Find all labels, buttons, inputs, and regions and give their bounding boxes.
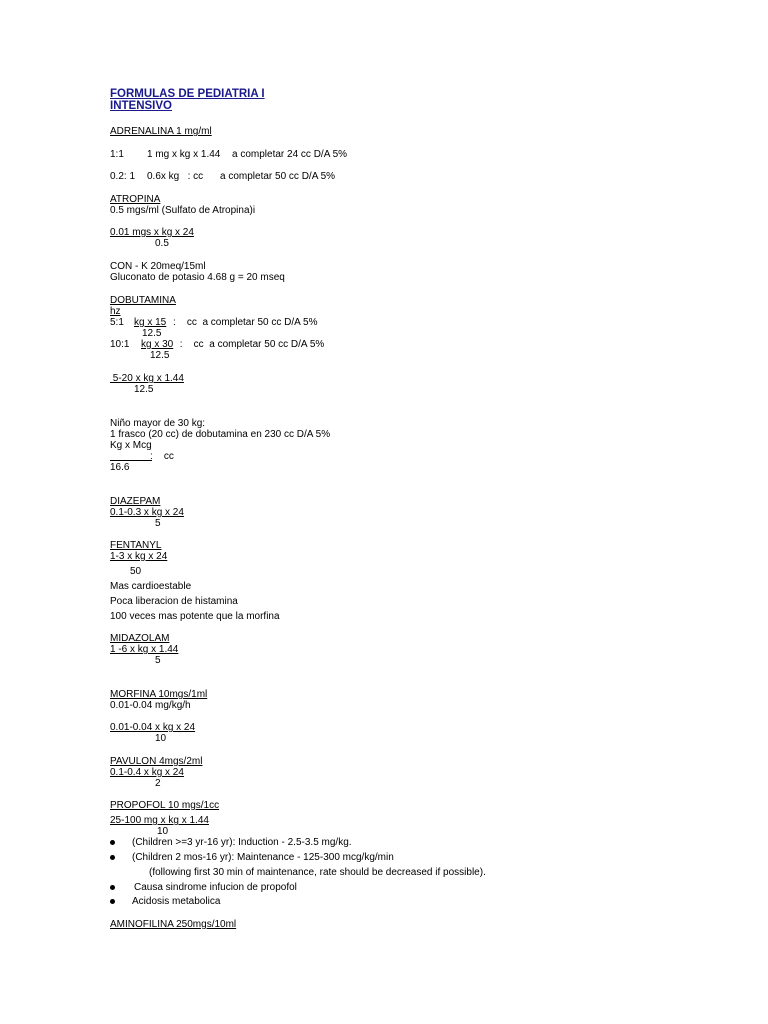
atropina-numerator: 0.01 mgs x kg x 24: [110, 227, 194, 238]
atropina-description: 0.5 mgs/ml (Sulfato de Atropina)i: [110, 205, 256, 216]
diazepam-heading: DIAZEPAM: [110, 496, 161, 507]
aminofilina-heading: AMINOFILINA 250mgs/10ml: [110, 919, 237, 930]
diazepam-numerator: 0.1-0.3 x kg x 24: [110, 507, 184, 518]
adrenalina-heading: ADRENALINA 1 mg/ml: [110, 126, 212, 137]
adrenalina-instruction-1: a completar 24 cc D/A 5%: [232, 149, 348, 160]
midazolam-heading: MIDAZOLAM: [110, 633, 170, 644]
adrenalina-instruction-2: a completar 50 cc D/A 5%: [220, 171, 336, 182]
dobutamina-denominator-3: 12.5: [134, 384, 154, 395]
dobutamina-subheading: hz: [110, 306, 121, 317]
atropina-denominator: 0.5: [155, 238, 169, 249]
dobutamina-ratio-1: 5:1: [110, 317, 124, 328]
bullet-icon: [110, 840, 115, 845]
fentanyl-heading: FENTANYL: [110, 540, 162, 551]
midazolam-numerator: 1 -6 x kg x 1.44: [110, 644, 179, 655]
dobutamina-note-3: Kg x Mcg: [110, 440, 152, 451]
morfina-description: 0.01-0.04 mg/kg/h: [110, 700, 191, 711]
fentanyl-denominator: 50: [130, 566, 142, 577]
propofol-bullet-4: Acidosis metabolica: [132, 896, 221, 907]
document-title-line-1: FORMULAS DE PEDIATRIA I: [110, 88, 265, 100]
conk-line-2: Gluconato de potasio 4.68 g = 20 mseq: [110, 272, 285, 283]
propofol-bullet-2-continued: (following first 30 min of maintenance, rate should be decreased if possible).: [149, 867, 486, 878]
morfina-denominator: 10: [155, 733, 167, 744]
propofol-heading: PROPOFOL 10 mgs/1cc: [110, 800, 220, 811]
adrenalina-ratio-1: 1:1: [110, 149, 124, 160]
conk-line-1: CON - K 20meq/15ml: [110, 261, 206, 272]
atropina-heading: ATROPINA: [110, 194, 161, 205]
propofol-bullet-2: (Children 2 mos-16 yr): Maintenance - 125-300 mcg/kg/min: [132, 852, 394, 863]
dobutamina-note-5: 16.6: [110, 462, 130, 473]
fentanyl-note-3: 100 veces mas potente que la morfina: [110, 611, 280, 622]
dobutamina-numerator-2: kg x 30: [141, 339, 174, 350]
dobutamina-note-1: Niño mayor de 30 kg:: [110, 418, 206, 429]
dobutamina-fraction-rule: [110, 460, 152, 461]
pavulon-denominator: 2: [155, 778, 161, 789]
diazepam-denominator: 5: [155, 518, 161, 529]
bullet-icon: [110, 899, 115, 904]
adrenalina-formula-2: 0.6x kg : cc: [147, 171, 204, 182]
dobutamina-numerator-1: kg x 15: [134, 317, 167, 328]
dobutamina-denominator-2: 12.5: [150, 350, 170, 361]
document-title-line-2: INTENSIVO: [110, 100, 172, 112]
bullet-icon: [110, 855, 115, 860]
dobutamina-numerator-3: 5-20 x kg x 1.44: [110, 373, 184, 384]
propofol-denominator: 10: [157, 826, 169, 837]
midazolam-denominator: 5: [155, 655, 161, 666]
pavulon-numerator: 0.1-0.4 x kg x 24: [110, 767, 184, 778]
pavulon-heading: PAVULON 4mgs/2ml: [110, 756, 203, 767]
dobutamina-instruction-1: : cc a completar 50 cc D/A 5%: [173, 317, 318, 328]
dobutamina-heading: DOBUTAMINA: [110, 295, 176, 306]
propofol-numerator: 25-100 mg x kg x 1.44: [110, 815, 209, 826]
fentanyl-note-1: Mas cardioestable: [110, 581, 192, 592]
fentanyl-note-2: Poca liberacion de histamina: [110, 596, 238, 607]
propofol-bullet-1: (Children >=3 yr-16 yr): Induction - 2.5-3.5 mg/kg.: [132, 837, 352, 848]
bullet-icon: [110, 885, 115, 890]
adrenalina-formula-1: 1 mg x kg x 1.44: [147, 149, 221, 160]
propofol-bullet-3: Causa sindrome infucion de propofol: [134, 882, 297, 893]
fentanyl-numerator: 1-3 x kg x 24: [110, 551, 168, 562]
morfina-numerator: 0.01-0.04 x kg x 24: [110, 722, 196, 733]
dobutamina-denominator-1: 12.5: [142, 328, 162, 339]
morfina-heading: MORFINA 10mgs/1ml: [110, 689, 208, 700]
dobutamina-note-4: : cc: [150, 451, 174, 462]
dobutamina-instruction-2: : cc a completar 50 cc D/A 5%: [177, 339, 325, 350]
adrenalina-ratio-2: 0.2: 1: [110, 171, 136, 182]
dobutamina-note-2: 1 frasco (20 cc) de dobutamina en 230 cc D/A 5%: [110, 429, 331, 440]
dobutamina-ratio-2: 10:1: [110, 339, 130, 350]
